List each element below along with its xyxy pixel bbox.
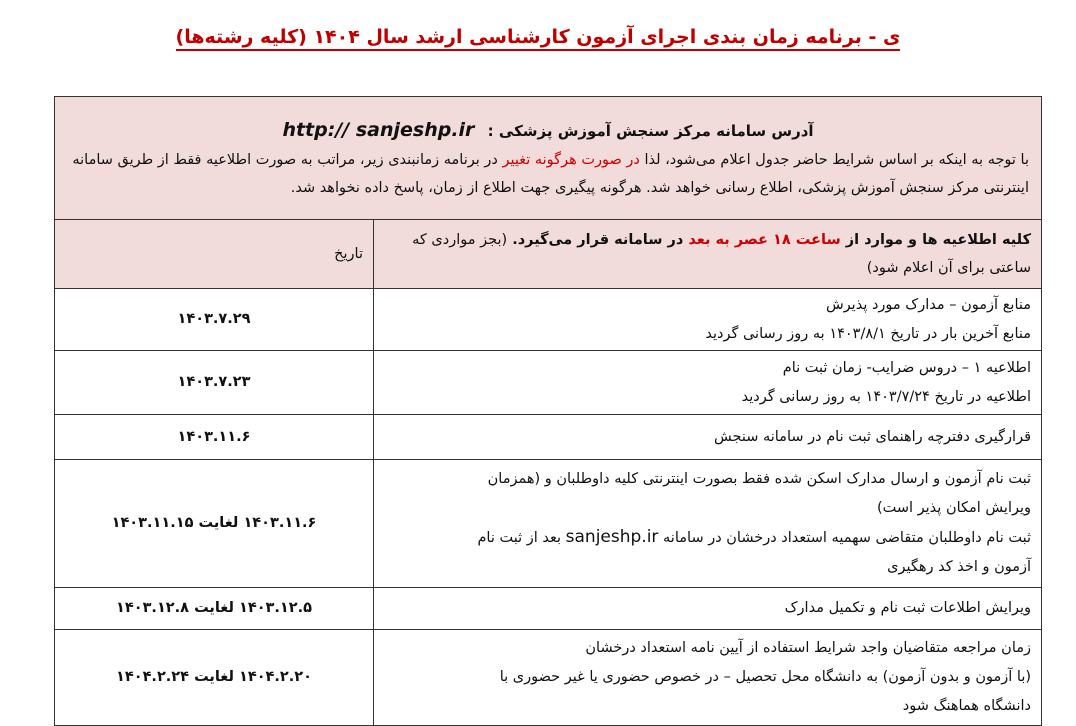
row-text-part: بعد از ثبت نام [477,530,562,546]
table-row [55,289,1042,351]
row-text-line: دانشگاه هماهنگ شود [902,698,1032,714]
row-date-sep: لغایت [194,669,234,685]
row-date-cell [55,289,374,351]
table-row [55,460,1042,588]
table-row [55,588,1042,630]
row-date-to: ۱۴۰۳.۱۱.۱۵ [111,515,194,531]
row-text-line: (با آزمون و بدون آزمون) به دانشگاه محل تحصیل – در خصوص حضوری یا غیر حضوری با [499,669,1032,685]
desc-header-cell [374,220,1042,289]
desc-header [384,226,1031,282]
row-date-sep: لغایت [194,600,234,616]
notice-paragraph [67,146,1029,202]
row-text-line: زمان مراجعه متقاضیان واجد شرایط استفاده از آیین نامه استعداد درخشان [585,640,1032,656]
row-date-from: ۱۴۰۳.۷.۲۳ [177,374,251,390]
row-desc-cell [374,415,1042,460]
row-text-line: اطلاعیه در تاریخ ۱۴۰۳/۷/۲۴ به روز رسانی گردید [741,388,1032,405]
row-date-from: ۱۴۰۳.۱۲.۵ [239,600,312,616]
row-date-cell [55,630,374,726]
page-title [0,26,1076,48]
desc-header-highlight: ساعت ۱۸ عصر به بعد [688,232,841,248]
row-date-sep: لغایت [198,515,239,531]
desc-header-text-1: کلیه اطلاعیه ها و موارد از [845,232,1032,248]
row-text-line: اطلاعیه ۱ – دروس ضرایب- زمان ثبت نام [782,359,1032,376]
row-text-line [384,523,1031,553]
date-header: تاریخ [334,245,364,262]
row-date-cell [55,588,374,630]
address-line [67,115,1029,146]
row-text-line: منابع آخرین بار در تاریخ ۱۴۰۳/۸/۱ به روز رسانی گردید [705,325,1032,342]
notice-row [55,97,1042,220]
row-desc-cell [374,460,1042,588]
row-date-to: ۱۴۰۴.۲.۲۴ [116,669,189,685]
row-date-cell [55,460,374,588]
row-date-cell [55,351,374,415]
row-date-to: ۱۴۰۳.۱۲.۸ [116,600,189,616]
row-date-from: ۱۴۰۳.۷.۲۹ [177,311,251,327]
notice-text-2: در برنامه زمانبندی زیر، مراتب به صورت اطلاعیه فقط از طریق سامانه اینترنتی مرکز سنجش آموزش پزشکی، اطلاع رسانی خواهد شد. هرگونه پیگیری جهت اطلاع از زمان، پاسخ داده نخواهد شد. [72,151,1030,196]
table-row [55,415,1042,460]
row-text-line: قرارگیری دفترچه راهنمای ثبت نام در سامانه سنجش [713,428,1032,445]
column-header-row [55,220,1042,289]
row-date-from: ۱۴۰۴.۲.۲۰ [239,669,312,685]
row-text-part: ثبت نام داوطلبان متقاضی سهمیه استعداد درخشان در سامانه [663,530,1032,546]
address-label: آدرس سامانه مرکز سنجش آموزش پزشکی : [487,121,814,140]
notice-cell [55,97,1042,220]
desc-header-text-2: در سامانه قرار می‌گیرد. [512,232,684,248]
table-row [55,351,1042,415]
row-date-from: ۱۴۰۳.۱۱.۶ [177,428,251,445]
page-title-text: ی - برنامه زمان بندی اجرای آزمون کارشناسی ارشد سال ۱۴۰۴ (کلیه رشته‌ها) [176,26,901,51]
address-url[interactable]: http:// sanjeshp.ir [282,118,475,141]
row-desc-cell [374,351,1042,415]
row-desc-cell [374,289,1042,351]
notice-text-1: با توجه به اینکه بر اساس شرایط حاضر جدول اعلام می‌شود، لذا [644,151,1030,168]
notice-highlight: در صورت هرگونه تغییر [502,151,640,168]
table-row [55,630,1042,726]
row-text-line: ویرایش امکان پذیر است) [876,500,1032,516]
date-header-cell [55,220,374,289]
row-text-line: ثبت نام آزمون و ارسال مدارک اسکن شده فقط بصورت اینترنتی کلیه داوطلبان و (همزمان [487,471,1032,487]
desc-header-note: (بجز مواردی که ساعتی برای آن اعلام شود) [412,232,1032,276]
row-desc-cell [374,588,1042,630]
row-date-cell [55,415,374,460]
sanjeshp-link[interactable]: sanjeshp.ir [565,527,659,547]
row-date-from: ۱۴۰۳.۱۱.۶ [243,515,317,531]
row-text-line: منابع آزمون – مدارک مورد پذیرش [825,296,1032,313]
schedule-table [54,96,1042,726]
row-text-line: آزمون و اخذ کد رهگیری [887,559,1032,575]
row-desc-cell [374,630,1042,726]
row-text-line: ویرایش اطلاعات ثبت نام و تکمیل مدارک [784,600,1032,616]
